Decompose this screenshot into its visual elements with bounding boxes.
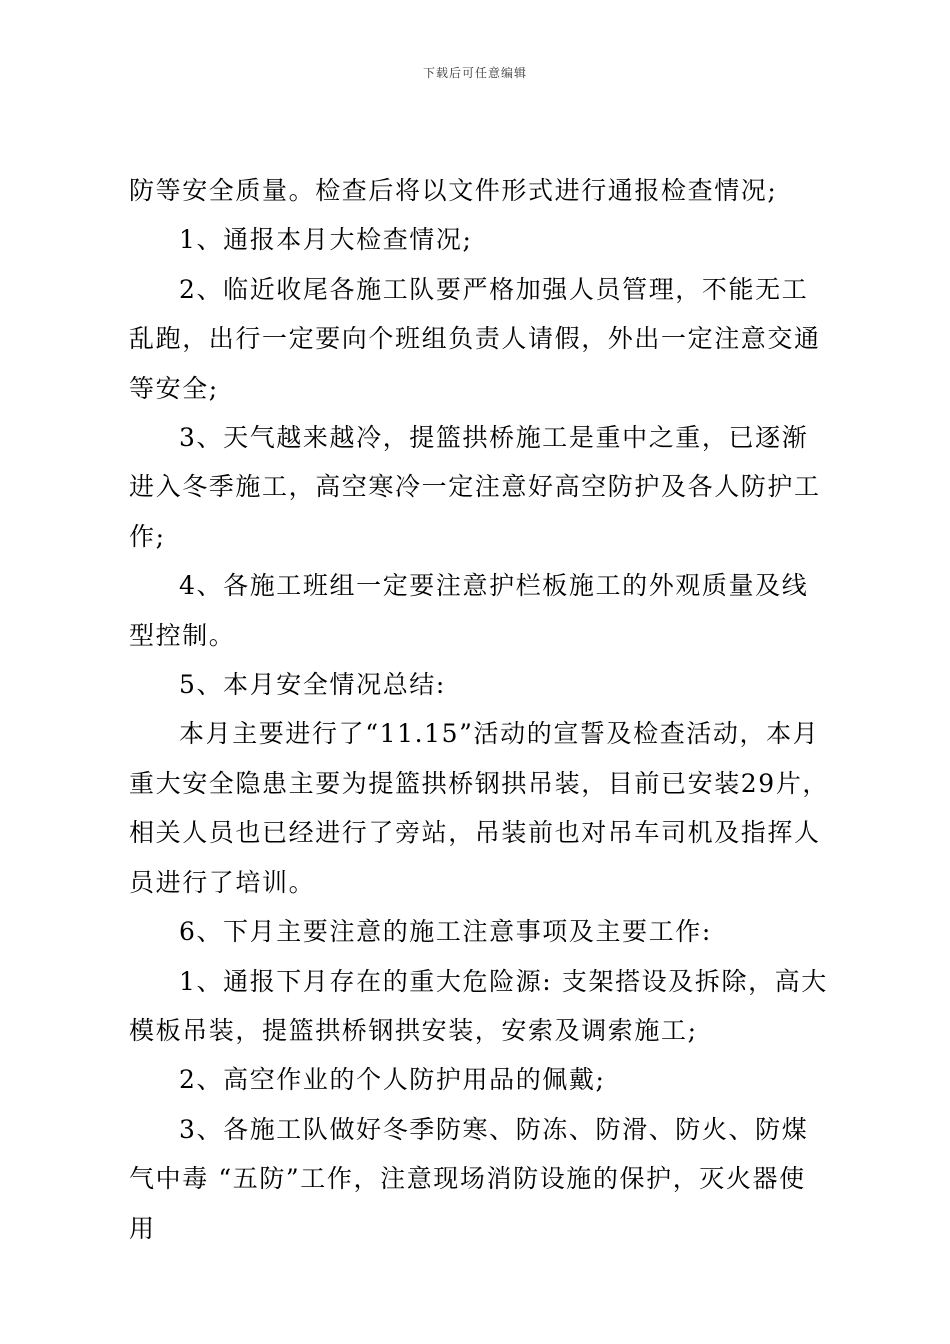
paragraph-item-5: 5、本月安全情况总结: [179, 670, 446, 700]
paragraph-continuation: 防等安全质量。检查后将以文件形式进行通报检查情况; [129, 176, 778, 205]
paragraph-summary: 本月主要进行了“11.15”活动的宣誓及检查活动，本月重大安全隐患主要为提篮拱桥钢拱吊装，目前已安装29片，相关人员也已经进行了旁站，吊装前也对吊车司机及指挥人员进行了培训。 [129, 719, 830, 897]
document-body [129, 166, 829, 1253]
paragraph-item-6: 6、下月主要注意的施工注意事项及主要工作: [179, 917, 712, 947]
paragraph-next-2: 2、高空作业的个人防护用品的佩戴; [179, 1065, 606, 1095]
page-header-note: 下载后可任意编辑 [422, 66, 527, 80]
paragraph-item-1: 1、通报本月大检查情况; [179, 225, 473, 255]
paragraph-item-2: 2、临近收尾各施工队要严格加强人员管理，不能无工乱跑，出行一定要向个班组负责人请假，外出一定注意交通等安全; [129, 274, 821, 403]
paragraph-next-3: 3、各施工队做好冬季防寒、防冻、防滑、防火、防煤气中毒 “五防”工作，注意现场消防设施的保护，灭火器使用 [129, 1114, 809, 1243]
paragraph-item-4: 4、各施工班组一定要注意护栏板施工的外观质量及线型控制。 [129, 571, 809, 650]
paragraph-item-3: 3、天气越来越冷，提篮拱桥施工是重中之重，已逐渐进入冬季施工，高空寒冷一定注意好高空防护及各人防护工作; [129, 423, 821, 551]
paragraph-next-1: 1、通报下月存在的重大危险源: 支架搭设及拆除，高大模板吊装，提篮拱桥钢拱安装，安索及调索施工; [129, 966, 828, 1045]
